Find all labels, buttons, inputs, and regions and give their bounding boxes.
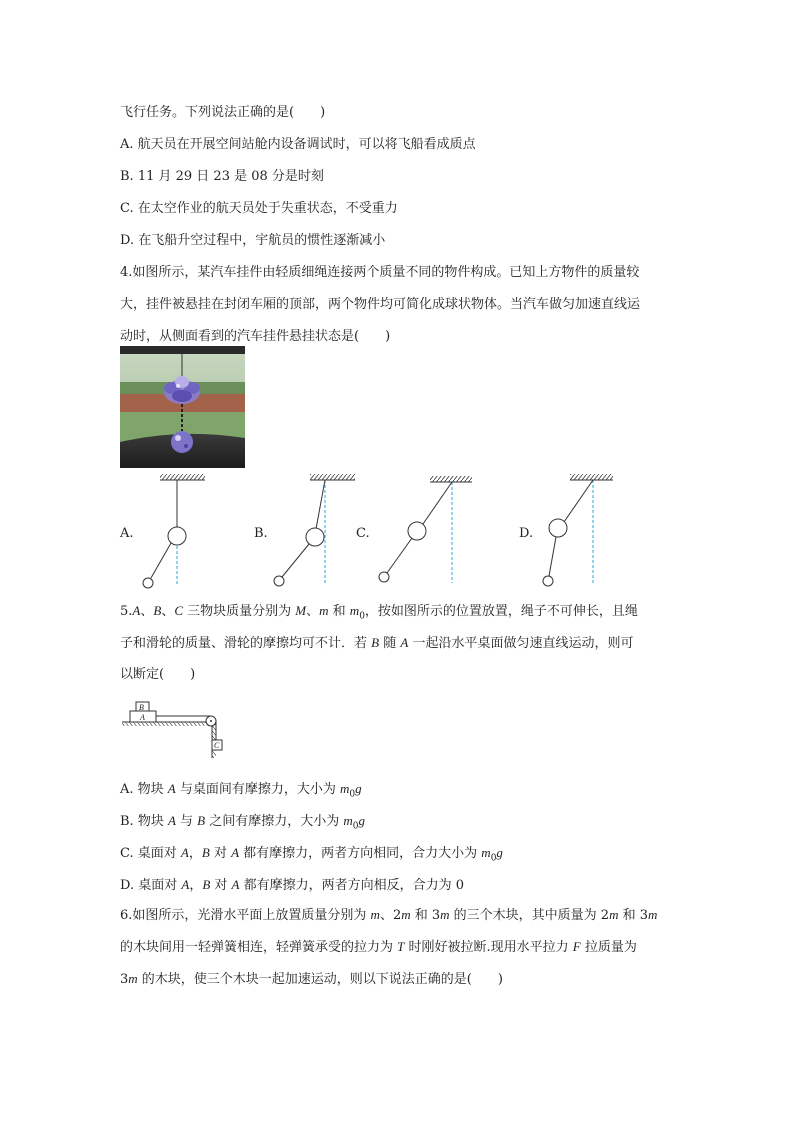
q5-option-b: B. 物块 A 与 B 之间有摩擦力，大小为 $m_0g$ bbox=[120, 813, 366, 832]
lower-ball bbox=[543, 576, 553, 586]
lower-ball bbox=[143, 578, 153, 588]
q4-option-c-label: C. bbox=[356, 526, 370, 541]
q4-stem-line-3: 动时，从侧面看到的汽车挂件悬挂状态是( ) bbox=[120, 329, 391, 344]
upper-ball bbox=[168, 527, 186, 545]
q3-stem-tail: 飞行任务。下列说法正确的是( ) bbox=[120, 105, 326, 120]
upper-ball bbox=[549, 519, 567, 537]
crystal-ball bbox=[171, 431, 193, 453]
q4-stem-line-2: 大，挂件被悬挂在封闭车厢的顶部，两个物件均可简化成球状物体。当汽车做匀加速直线运 bbox=[120, 297, 641, 312]
q4-options-figure bbox=[110, 470, 630, 590]
q5-pulley-figure bbox=[118, 698, 228, 760]
lower-ball bbox=[379, 572, 389, 582]
q3-option-a: A. 航天员在开展空间站舱内设备调试时，可以将飞船看成质点 bbox=[120, 137, 476, 152]
upper-ball bbox=[408, 522, 426, 540]
option-b-diagram bbox=[274, 474, 355, 586]
string-upper bbox=[316, 480, 325, 529]
q4-option-d-label: D. bbox=[519, 526, 534, 541]
upper-ball bbox=[306, 528, 324, 546]
string-lower bbox=[151, 543, 171, 578]
string-upper bbox=[564, 480, 593, 522]
q6-stem-line-2: 的木块间用一轻弹簧相连，轻弹簧承受的拉力为 T 时刚好被拉断.现用水平拉力 F 拉质量为 bbox=[120, 939, 637, 955]
block-b-label: B bbox=[139, 703, 144, 712]
q4-stem-line-1: 4.如图所示，某汽车挂件由轻质细绳连接两个质量不同的物件构成。已知上方物件的质量较 bbox=[120, 265, 640, 280]
ceiling-hatch bbox=[160, 474, 205, 480]
q5-option-a: A. 物块 A 与桌面间有摩擦力，大小为 $m_0g$ bbox=[120, 781, 362, 800]
q5-stem-line-3: 以断定( ) bbox=[120, 667, 196, 682]
block-c-label: C bbox=[214, 741, 220, 750]
option-c-diagram bbox=[379, 476, 472, 583]
q3-option-c: C. 在太空作业的航天员处于失重状态，不受重力 bbox=[120, 201, 398, 216]
lower-ball bbox=[274, 576, 284, 586]
q5-stem-line-1: 5.A、B、C 三物块质量分别为 M、m 和 $m_0$，按如图所示的位置放置，绳子不可伸长，且绳 bbox=[120, 603, 638, 622]
string-lower bbox=[387, 538, 412, 573]
block-a-label: A bbox=[140, 713, 145, 722]
q6-stem-line-1: 6.如图所示，光滑水平面上放置质量分别为 m、2m 和 3m 的三个木块，其中质量为 2m 和 3m bbox=[120, 907, 658, 923]
option-d-diagram bbox=[543, 474, 613, 586]
q3-option-b: B. 11 月 29 日 23 是 08 分是时刻 bbox=[120, 169, 324, 184]
q6-stem-line-3: 3m 的木块，使三个木块一起加速运动，则以下说法正确的是( ) bbox=[120, 971, 503, 987]
q3-option-d: D. 在飞船升空过程中，宇航员的惯性逐渐减小 bbox=[120, 233, 386, 248]
q5-stem-line-2: 子和滑轮的质量、滑轮的摩擦均可不计．若 B 随 A 一起沿水平桌面做匀速直线运动，则可 bbox=[120, 635, 634, 651]
option-a-diagram bbox=[143, 474, 205, 588]
car-pendant-photo bbox=[120, 346, 245, 468]
q4-option-a-label: A. bbox=[120, 526, 134, 541]
q5-option-d: D. 桌面对 A，B 对 A 都有摩擦力，两者方向相反，合力为 0 bbox=[120, 877, 465, 893]
q5-option-c: C. 桌面对 A，B 对 A 都有摩擦力，两者方向相同，合力大小为 $m_0g$ bbox=[120, 845, 503, 864]
string-lower bbox=[549, 537, 556, 576]
table-hatch bbox=[122, 722, 212, 726]
q4-option-b-label: B. bbox=[254, 526, 268, 541]
string-lower bbox=[282, 544, 309, 577]
string-upper bbox=[423, 482, 452, 524]
